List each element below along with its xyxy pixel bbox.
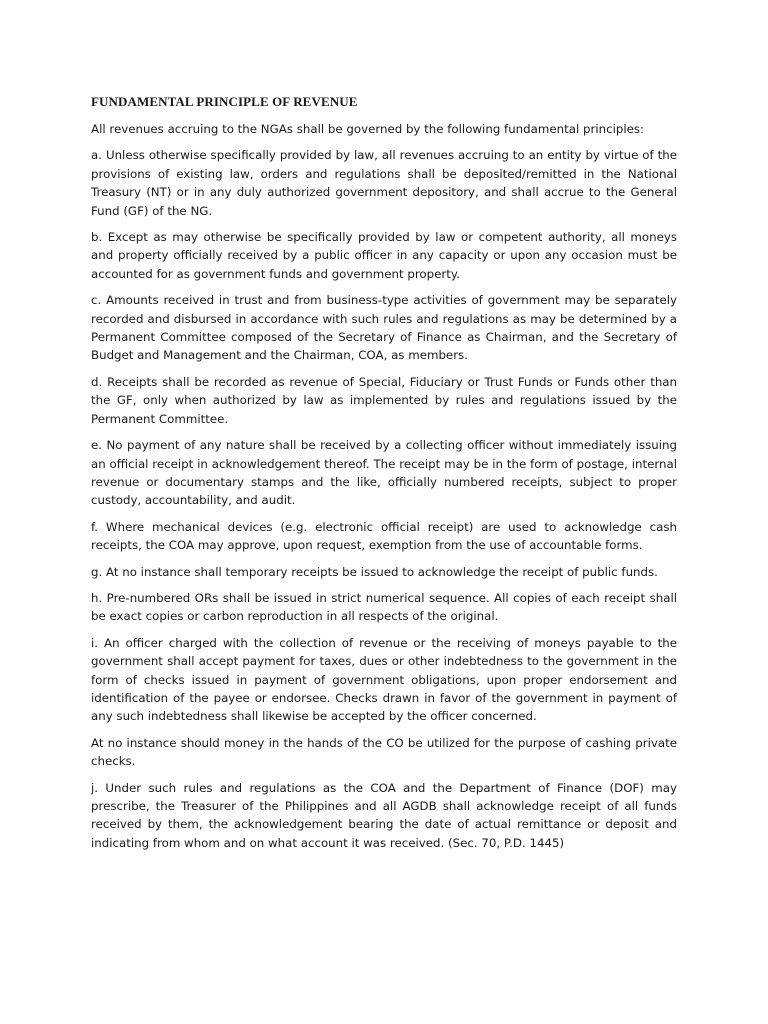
principle-f-paragraph: f. Where mechanical devices (e.g. electronic official receipt) are used to acknowledge cash receipts, the COA may approve, upon request, exemption from the use of accountable forms. [91,519,677,553]
document-title: FUNDAMENTAL PRINCIPLE OF REVENUE [91,94,358,109]
principle-g-paragraph: g. At no instance shall temporary receipts be issued to acknowledge the receipt of public funds. [91,564,658,579]
principle-c-paragraph: c. Amounts received in trust and from business-type activities of government may be separately recorded and disbursed in accordance with such rules and regulations as may be determined by a Permanent Committee composed of the Secretary of Finance as Chairman, and the Secretary of Budget and Management and the Chairman, COA, as members. [91,293,677,363]
cashing-checks-note-paragraph: At no instance should money in the hands of the CO be utilized for the purpose of cashing private checks. [91,735,677,769]
principle-b-paragraph: b. Except as may otherwise be specifically provided by law or competent authority, all moneys and property officially received by a public officer in any capacity or upon any occasion must be accounted for as government funds and government property. [91,230,677,281]
intro-paragraph: All revenues accruing to the NGAs shall be governed by the following fundamental principles: [91,122,644,136]
document-page [91,94,677,860]
principle-j-paragraph: j. Under such rules and regulations as the COA and the Department of Finance (DOF) may prescribe, the Treasurer of the Philippines and all AGDB shall acknowledge receipt of all funds received by them, the acknowledgement bearing the date of actual remittance or deposit and indicating from whom and on what account it was received. (Sec. 70, P.D. 1445) [91,780,677,850]
principle-i-paragraph: i. An officer charged with the collection of revenue or the receiving of moneys payable to the government shall accept payment for taxes, dues or other indebtedness to the government in the form of checks issued in payment of government obligations, upon proper endorsement and identification of the payee or endorsee. Checks drawn in favor of the government in payment of any such indebtedness shall likewise be accepted by the officer concerned. [91,635,677,724]
principle-d-paragraph: d. Receipts shall be recorded as revenue of Special, Fiduciary or Trust Funds or Funds other than the GF, only when authorized by law as implemented by rules and regulations issued by the Permanent Committee. [91,374,677,426]
principle-e-paragraph: e. No payment of any nature shall be received by a collecting officer without immediately issuing an official receipt in acknowledgement thereof. The receipt may be in the form of postage, internal revenue or documentary stamps and the like, officially numbered receipts, subject to proper custody, accountability, and audit. [91,438,677,508]
principle-h-paragraph: h. Pre-numbered ORs shall be issued in strict numerical sequence. All copies of each receipt shall be exact copies or carbon reproduction in all respects of the original. [91,590,677,624]
principle-a-paragraph: a. Unless otherwise specifically provided by law, all revenues accruing to an entity by virtue of the provisions of existing law, orders and regulations shall be deposited/remitted in the National Treasury (NT) or in any duly authorized government depository, and shall accrue to the General Fund (GF) of the NG. [91,148,677,218]
